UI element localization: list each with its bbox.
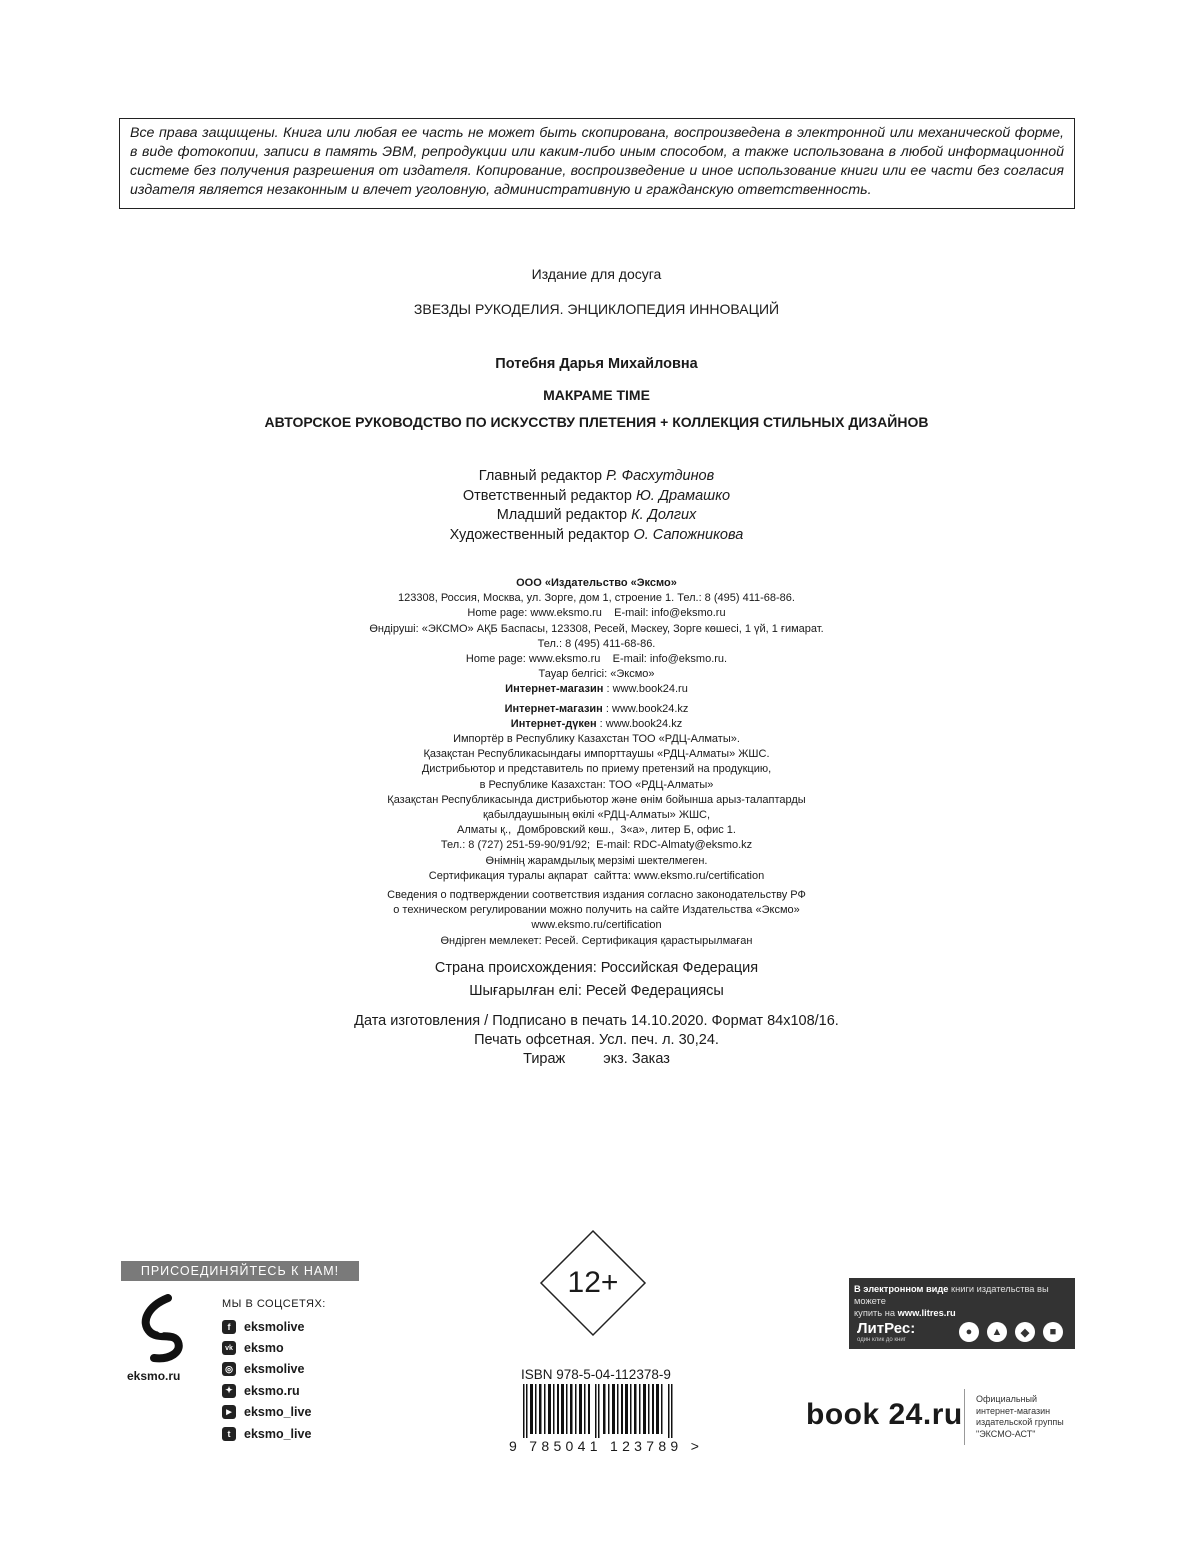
facebook-icon: f <box>222 1320 236 1334</box>
barcode-digits: 9 785041 123789 > <box>509 1438 704 1454</box>
credit-name: К. Долгих <box>631 507 697 523</box>
credit-line <box>0 526 1193 546</box>
imprint-line: Қазақстан Республикасындағы импорттаушы «РДЦ-Алматы» ЖШС. <box>423 748 770 761</box>
imprint-line: Алматы қ., Домбровский көш., 3«а», литер Б, офис 1. <box>457 824 736 837</box>
android-icon: ▲ <box>987 1322 1007 1342</box>
origin-country: Страна происхождения: Российская Федерация <box>434 959 759 976</box>
credit-role: Младший редактор <box>496 507 628 523</box>
credit-line <box>0 506 1193 526</box>
edition-type: Издание для досуга <box>531 266 662 282</box>
print-line-1: Дата изготовления / Подписано в печать 14.10.2020. Формат 84x108/16. <box>354 1013 839 1029</box>
imprint-block <box>0 576 1193 1003</box>
credit-name: Р. Фасхутдинов <box>606 468 715 484</box>
book-title: МАКРАМЕ TIME <box>543 387 650 403</box>
youtube-icon: ▶ <box>222 1405 236 1419</box>
credit-line <box>0 467 1193 487</box>
windows-phone-icon: ◆ <box>1015 1322 1035 1342</box>
ok-icon: ✦ <box>222 1384 236 1398</box>
imprint-line: Тел.: 8 (495) 411-68-86. <box>537 637 656 650</box>
origin-country-kz: Шығарылған елі: Ресей Федерациясы <box>469 982 724 999</box>
social-title: МЫ В СОЦСЕТЯХ: <box>222 1298 326 1310</box>
credit-line <box>0 487 1193 507</box>
litres-logo: ЛитРес: <box>857 1320 916 1337</box>
imprint-line: Өнімнің жарамдылық мерзімі шектелмеген. <box>485 854 708 867</box>
imprint-line: www.eksmo.ru/certification <box>531 919 662 932</box>
imprint-line: Тауар белгісі: «Эксмо» <box>538 668 655 681</box>
litres-banner[interactable] <box>849 1278 1075 1349</box>
eksmo-logo-icon <box>134 1294 188 1364</box>
age-rating: 12+ <box>567 1266 619 1299</box>
print-info <box>0 1012 1193 1069</box>
platform-icons <box>959 1322 1063 1342</box>
credit-role: Главный редактор <box>478 468 603 484</box>
barcode-icon <box>521 1384 677 1438</box>
social-item-instagram[interactable]: ◎ eksmolive <box>222 1359 311 1380</box>
book24-logo[interactable]: book 24.ru <box>806 1398 963 1431</box>
credit-name: Ю. Драмашко <box>635 487 731 504</box>
social-item-facebook[interactable]: f eksmolive <box>222 1316 311 1337</box>
imprint-line: Сведения о подтверждении соответствия издания согласно законодательству РФ <box>387 889 806 902</box>
isbn: ISBN 978-5-04-112378-9 <box>521 1367 671 1382</box>
shop-ru[interactable]: Интернет-магазин : www.book24.ru <box>505 683 688 696</box>
divider <box>964 1389 965 1445</box>
imprint-line: Импортёр в Республику Казахстан ТОО «РДЦ-Алматы». <box>453 733 740 746</box>
series-title: ЗВЕЗДЫ РУКОДЕЛИЯ. ЭНЦИКЛОПЕДИЯ ИННОВАЦИЙ <box>413 301 780 317</box>
join-banner: ПРИСОЕДИНЯЙТЕСЬ К НАМ! <box>121 1261 359 1281</box>
imprint-line: Өндіруші: «ЭКСМО» АҚБ Баспасы, 123308, Ресей, Мәскеу, Зорге көшесі, 1 үй, 1 ғимарат. <box>369 622 824 635</box>
imprint-line: Өндірген мемлекет: Ресей. Сертификация қарастырылмаған <box>440 934 753 947</box>
book-subtitle: АВТОРСКОЕ РУКОВОДСТВО ПО ИСКУССТВУ ПЛЕТЕНИЯ + КОЛЛЕКЦИЯ СТИЛЬНЫХ ДИЗАЙНОВ <box>264 414 929 430</box>
litres-tagline: один клик до книг <box>857 1337 906 1343</box>
instagram-icon: ◎ <box>222 1362 236 1376</box>
social-item-vk[interactable]: vk eksmo <box>222 1337 311 1358</box>
eksmo-site-link[interactable]: eksmo.ru <box>127 1369 181 1383</box>
imprint-line: Home page: www.eksmo.ru E-mail: info@eksmo.ru <box>467 607 726 620</box>
imprint-line: Қазақстан Республикасында дистрибьютор және өнім бойынша арыз-талаптарды <box>387 793 806 806</box>
imprint-line: 123308, Россия, Москва, ул. Зорге, дом 1, строение 1. Тел.: 8 (495) 411-68-86. <box>398 592 795 605</box>
credit-role: Художественный редактор <box>449 526 630 543</box>
imprint-line: Тел.: 8 (727) 251-59-90/91/92; E-mail: RDC-Almaty@eksmo.kz <box>440 839 753 852</box>
social-list <box>222 1316 311 1444</box>
imprint-line: Дистрибьютор и представитель по приему претензий на продукцию, <box>421 763 772 776</box>
print-line-3: Тираж экз. Заказ <box>523 1051 670 1067</box>
imprint-line: Home page: www.eksmo.ru E-mail: info@eksmo.ru. <box>465 653 728 666</box>
imprint-line: Сертификация туралы ақпарат сайтта: www.eksmo.ru/certification <box>428 869 765 882</box>
social-item-ok[interactable]: ✦ eksmo.ru <box>222 1380 311 1401</box>
imprint-line: в Республике Казахстан: ТОО «РДЦ-Алматы» <box>479 778 714 791</box>
litres-text: В электронном виде книги издательства вы можете купить на www.litres.ru <box>854 1284 1049 1318</box>
vk-icon: vk <box>222 1341 236 1355</box>
publisher-name: ООО «Издательство «Эксмо» <box>516 577 677 589</box>
credit-name: О. Сапожникова <box>633 526 744 543</box>
windows-icon: ■ <box>1043 1322 1063 1342</box>
rights-notice: Все права защищены. Книга или любая ее часть не может быть скопирована, воспроизведена в электронной или механической форме, в виде фотокопии, записи в память ЭВМ, репродукции или каким-либо иным способом, а также использована в любой информационной системе без получения разрешения от издателя. Копирование, воспроизведение и иное использование книги или ее части без согласия издателя является незаконным и влечет уголовную, административную и гражданскую ответственность. <box>119 118 1075 209</box>
author-name: Потебня Дарья Михайловна <box>495 356 698 372</box>
credits-block <box>0 467 1193 545</box>
social-item-twitter[interactable]: t eksmo_live <box>222 1423 311 1444</box>
imprint-line: о техническом регулировании можно получить на сайте Издательства «Эксмо» <box>393 904 800 917</box>
twitter-icon: t <box>222 1427 236 1441</box>
apple-icon: ● <box>959 1322 979 1342</box>
book24-description: Официальный интернет-магазин издательской группы "ЭКСМО-АСТ" <box>976 1394 1064 1439</box>
imprint-line: қабылдаушының өкілі «РДЦ-Алматы» ЖШС, <box>482 809 711 822</box>
credit-role: Ответственный редактор <box>462 487 632 504</box>
shop-kz-2[interactable]: Интернет-дүкен : www.book24.kz <box>510 717 683 730</box>
print-line-2: Печать офсетная. Усл. печ. л. 30,24. <box>474 1032 719 1048</box>
social-item-youtube[interactable]: ▶ eksmo_live <box>222 1402 311 1423</box>
shop-kz[interactable]: Интернет-магазин : www.book24.kz <box>504 702 689 715</box>
